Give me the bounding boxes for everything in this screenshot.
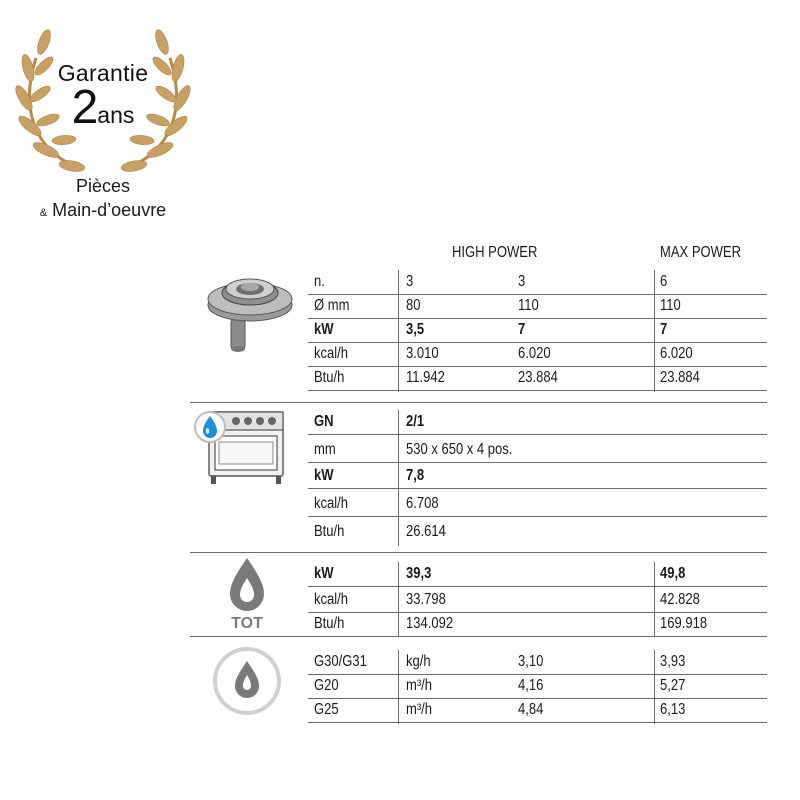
high-power-total: 134.092 xyxy=(406,615,454,632)
max-power-value: 7 xyxy=(660,321,668,338)
table-row xyxy=(308,492,767,517)
max-power-value: 23.884 xyxy=(660,369,700,386)
warranty-years xyxy=(14,80,192,135)
warranty-parts: Pièces xyxy=(75,176,131,196)
header-high-power: HIGH POWER xyxy=(452,244,538,261)
max-power-value: 6 xyxy=(660,273,668,290)
high-power-consumption: 3,10 xyxy=(518,653,544,670)
oven-value: 6.708 xyxy=(406,495,439,512)
gas-type: G25 xyxy=(314,701,339,718)
table-row xyxy=(308,612,767,636)
max-power-value: 110 xyxy=(660,297,681,314)
warranty-badge xyxy=(14,18,192,228)
table-row xyxy=(308,318,767,343)
high-power-value-b: 23.884 xyxy=(518,369,558,386)
max-power-total: 42.828 xyxy=(660,591,700,608)
high-power-value-b: 3 xyxy=(518,273,526,290)
table-row xyxy=(308,650,767,675)
row-label: Btu/h xyxy=(314,615,345,632)
table-row xyxy=(308,698,767,723)
max-power-consumption: 5,27 xyxy=(660,677,686,694)
section-separator xyxy=(190,636,767,637)
warranty-labour-text: Main-d’oeuvre xyxy=(52,200,167,220)
gas-oven-icon xyxy=(192,408,292,493)
table-row xyxy=(308,674,767,699)
oven-value: 7,8 xyxy=(406,467,425,484)
table-row xyxy=(308,562,767,587)
high-power-value-a: 80 xyxy=(406,297,421,314)
high-power-value-a: 3 xyxy=(406,273,414,290)
oven-value: 26.614 xyxy=(406,523,446,540)
row-label: kcal/h xyxy=(314,591,349,608)
max-power-consumption: 3,93 xyxy=(660,653,686,670)
flame-total-icon xyxy=(214,556,280,639)
flame-total-label: TOT xyxy=(231,615,263,632)
table-row xyxy=(308,366,767,391)
row-label: kW xyxy=(314,467,334,484)
warranty-years-number: 2 xyxy=(71,81,98,134)
max-power-total: 169.918 xyxy=(660,615,708,632)
warranty-ampersand: & xyxy=(39,207,48,219)
table-row xyxy=(308,588,767,613)
gas-consumption-icon xyxy=(213,645,281,722)
gas-unit: m³/h xyxy=(406,677,433,694)
table-row xyxy=(308,270,767,295)
table-row xyxy=(308,464,767,489)
high-power-consumption: 4,84 xyxy=(518,701,544,718)
high-power-total: 39,3 xyxy=(406,565,432,582)
row-label: Btu/h xyxy=(314,369,345,386)
row-label: mm xyxy=(314,441,336,458)
high-power-value-b: 6.020 xyxy=(518,345,551,362)
max-power-value: 6.020 xyxy=(660,345,693,362)
gas-type: G20 xyxy=(314,677,339,694)
warranty-years-unit: ans xyxy=(97,102,135,128)
table-row xyxy=(308,342,767,367)
high-power-value-a: 11.942 xyxy=(406,369,445,386)
gas-type: G30/G31 xyxy=(314,653,367,670)
high-power-consumption: 4,16 xyxy=(518,677,544,694)
row-label: kW xyxy=(314,565,334,582)
high-power-value-a: 3.010 xyxy=(406,345,439,362)
row-label: Ø mm xyxy=(314,297,350,314)
section-separator xyxy=(190,552,767,553)
max-power-total: 49,8 xyxy=(660,565,686,582)
row-label: kcal/h xyxy=(314,345,349,362)
row-label: GN xyxy=(314,413,334,430)
table-row xyxy=(308,410,767,435)
row-label: kcal/h xyxy=(314,495,349,512)
warranty-labour xyxy=(14,200,192,221)
row-label: kW xyxy=(314,321,334,338)
gas-burner-icon xyxy=(205,265,295,358)
row-label: n. xyxy=(314,273,325,290)
table-row xyxy=(308,294,767,319)
oven-value: 530 x 650 x 4 pos. xyxy=(406,441,513,458)
section-separator xyxy=(190,402,767,403)
table-row xyxy=(308,520,767,544)
high-power-total: 33.798 xyxy=(406,591,446,608)
max-power-consumption: 6,13 xyxy=(660,701,686,718)
gas-unit: kg/h xyxy=(406,653,431,670)
warranty-title: Garantie xyxy=(57,60,149,86)
oven-value: 2/1 xyxy=(406,413,425,430)
high-power-value-a: 3,5 xyxy=(406,321,425,338)
high-power-value-b: 7 xyxy=(518,321,526,338)
gas-unit: m³/h xyxy=(406,701,433,718)
table-row xyxy=(308,438,767,463)
high-power-value-b: 110 xyxy=(518,297,539,314)
row-label: Btu/h xyxy=(314,523,345,540)
header-max-power: MAX POWER xyxy=(660,244,742,261)
